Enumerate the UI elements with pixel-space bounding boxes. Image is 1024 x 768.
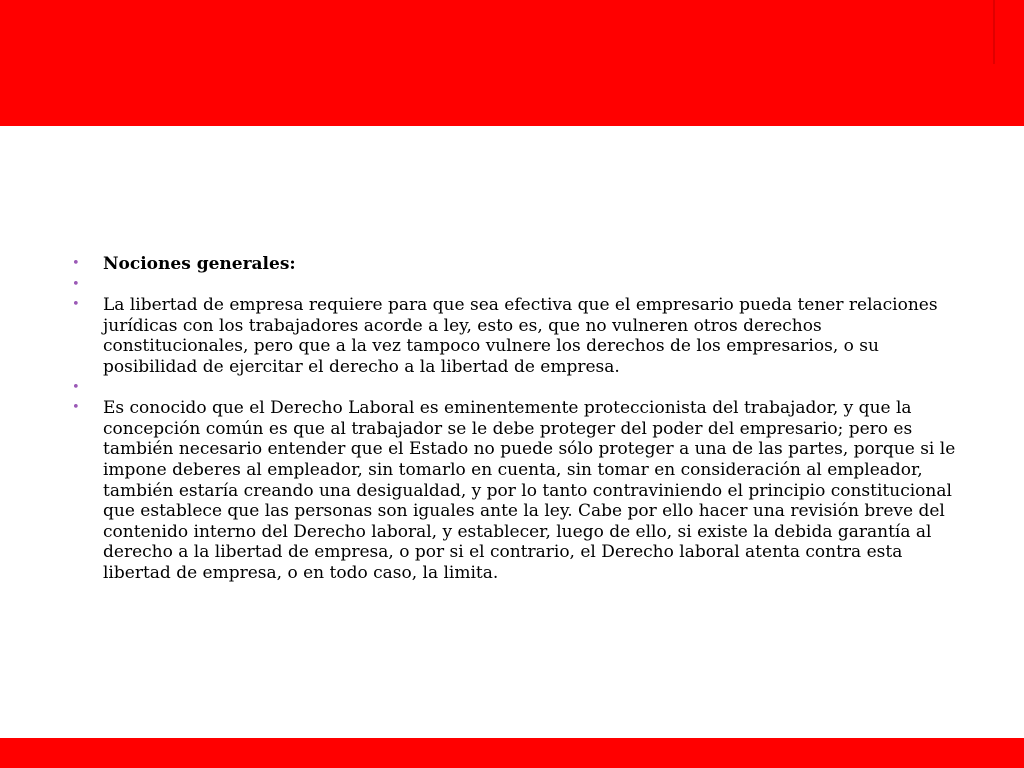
list-item xyxy=(72,295,962,377)
top-red-band xyxy=(0,0,1024,126)
list-item xyxy=(72,254,962,275)
bullet-icon: • xyxy=(72,400,80,416)
bullet-icon: • xyxy=(72,379,80,395)
slide-body xyxy=(72,254,962,584)
section-heading: Nociones generales: xyxy=(103,254,296,274)
bottom-red-band xyxy=(0,738,1024,768)
list-item xyxy=(72,275,962,296)
paragraph-derecho-laboral: Es conocido que el Derecho Laboral es eminentemente proteccionista del trabajador, y que la concepción común es que al trabajador se le debe proteger del poder del empresario; pero es también necesario entender que el Estado no puede sólo proteger a una de las partes, porque si le impone deberes al empleador, sin tomarlo en cuenta, sin tomar en consideración al empleador, también estaría creando una desigualdad, y por lo tanto contraviniendo el principio constitucional que establece que las personas son iguales ante la ley. Cabe por ello hacer una revisión breve del contenido interno del Derecho laboral, y establecer, luego de ello, si existe la debida garantía al derecho a la libertad de empresa, o por si el contrario, el Derecho laboral atenta contra esta libertad de empresa, o en todo caso, la limita. xyxy=(103,398,956,583)
top-band-divider xyxy=(993,0,995,64)
bullet-icon: • xyxy=(72,297,80,313)
paragraph-libertad-empresa: La libertad de empresa requiere para que sea efectiva que el empresario pueda tener relaciones jurídicas con los trabajadores acorde a ley, esto es, que no vulneren otros derechos constitucionales, pero que a la vez tampoco vulnere los derechos de los empresarios, o su posibilidad de ejercitar el derecho a la libertad de empresa. xyxy=(103,295,938,377)
list-item xyxy=(72,398,962,583)
bullet-icon: • xyxy=(72,256,80,271)
list-item xyxy=(72,378,962,399)
bullet-list xyxy=(72,254,962,584)
bullet-icon: • xyxy=(72,276,80,292)
